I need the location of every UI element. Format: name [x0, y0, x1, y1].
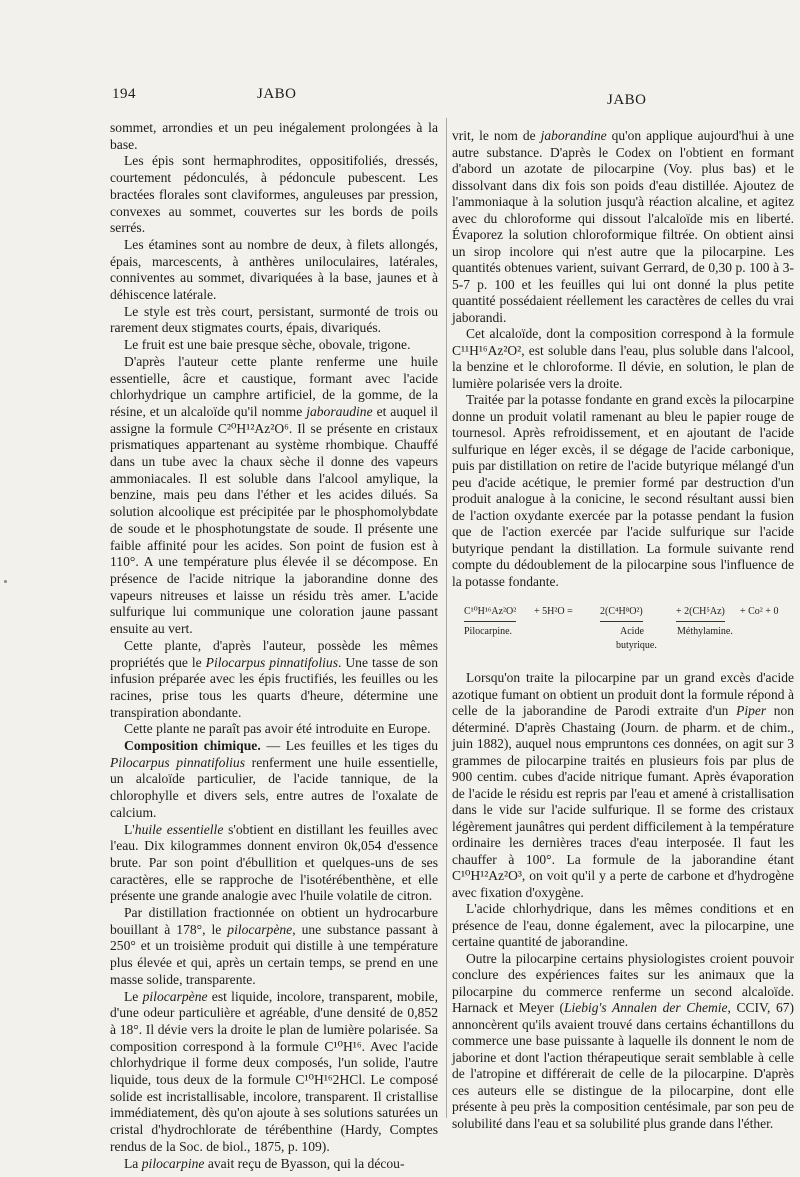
- paragraph: [452, 326, 794, 392]
- paragraph: [110, 153, 438, 237]
- paragraph-text: Cette plante ne paraît pas avoir été introduite en Europe.: [124, 721, 431, 737]
- paragraph: [110, 638, 438, 722]
- emphasis-text: pilocarpène: [227, 921, 293, 937]
- paragraph-text: D'après l'auteur cette plante renferme une huile essentielle, âcre et caustique, formant avec l'acide chlorhydrique un camphre artificiel, de la gomme, de la résine, et un alcaloïde qu'il nomme: [110, 353, 438, 419]
- paragraph: [110, 304, 438, 337]
- paragraph-text: — Les feuilles et les tiges du: [260, 738, 439, 754]
- emphasis-text: pilocarpine: [141, 1155, 205, 1171]
- paragraph-text: et auquel il assigne la formule C²⁰H¹²Az²O⁶. Il se présente en cristaux prismatiques appartenant au système rhombique. Chauffé dans un tube avec la chaux sèche il donne des vapeurs ammoniacales. Il est soluble dans l'alcool amylique, la benzine, mais peu dans l'éther et les acides dilués. Sa solution alcoolique est précipitée par le phosphomolybdate de soude et le phosphotungstate de soude. Il présente une faible affinité pour les acides. Son point de fusion est à 110°. A une température plus élevée il se décompose. En présence de l'acide nitrique la jaborandine donne des vapeurs nitreuses et laisse un résidu très amer. L'acide sulfurique lui communique une coloration jaune passant ensuite au vert.: [110, 403, 438, 637]
- formula-label-acid: Acide: [620, 626, 644, 637]
- formula-reactant: C¹⁰H¹⁶Az²O²: [464, 604, 516, 622]
- right-column-bottom: [452, 670, 794, 1132]
- paragraph: [110, 738, 438, 822]
- formula-label-methylamine: Méthylamine.: [677, 626, 733, 637]
- paragraph: [110, 337, 438, 354]
- paragraph-text: Les épis sont hermaphrodites, oppositifoliés, dressés, courtement pédonculés, à pédoncule pubescent. Les bractées florales sont claviformes, anguleuses par pression, convexes au sommet, couvertes sur les bords de poils serrés.: [110, 153, 438, 236]
- paragraph-text: La: [124, 1155, 142, 1171]
- formula-operator-1: + 5H²O =: [534, 606, 573, 617]
- paragraph-text: Le fruit est une baie presque sèche, obovale, trigone.: [124, 337, 411, 353]
- paragraph-text: sommet, arrondies et un peu inégalement prolongées à la base.: [110, 120, 438, 152]
- paragraph-text: Traitée par la potasse fondante en grand excès la pilocarpine donne un produit volatil ramenant au bleu le papier rouge de tournesol. Après refroidissement, et en ajoutant de l'acide sulfurique en léger excès, il se dégage de l'acide carbonique, puis par distillation on retire de l'acide butyrique mélangé d'un peu d'acide acétique, le premier formé par destruction d'un produit analogue à la conicine, le second résultant aussi bien de l'action oxydante exercée par la potasse pendant la fusion que de l'action exercée par l'acide sulfurique sur l'acide butyrique pendant la distillation. La formule suivante rend compte du dédoublement de la pilocarpine sous l'influence de la potasse fondante.: [452, 392, 794, 589]
- paragraph: [452, 128, 794, 326]
- column-divider: [446, 118, 447, 1118]
- formula-product-2: + 2(CH⁵Az): [676, 604, 725, 622]
- paragraph: [110, 354, 438, 638]
- formula-label-reactant: Pilocarpine.: [464, 626, 513, 637]
- paragraph: [452, 951, 794, 1133]
- right-column: [452, 128, 794, 1132]
- paragraph-text: Par distillation fractionnée on obtient un hydrocarbure bouillant à 178°, le: [110, 905, 438, 937]
- paragraph-text: Le: [124, 988, 143, 1004]
- paragraph-text: Le style est très court, persistant, surmonté de trois ou rarement deux stigmates courts, épais, divariqués.: [110, 303, 438, 336]
- paragraph-text: Outre la pilocarpine certains physiologistes croient pouvoir conclure des expériences faites sur les animaux que la pilocarpine du commerce renferme un second alcaloïde. Harnack et Meyer (: [452, 950, 794, 1015]
- emphasis-text: Piper: [736, 703, 767, 718]
- paragraph: [452, 392, 794, 590]
- paragraph: [110, 721, 438, 738]
- paragraph-text: L': [124, 821, 135, 837]
- paragraph-text: avait reçu de Byasson, qui la décou-: [204, 1155, 405, 1171]
- formula-product-1: 2(C⁴H⁸O²): [600, 604, 643, 622]
- paragraph-text: Cet alcaloïde, dont la composition correspond à la formule C¹¹H¹⁶Az²O², est soluble dans l'eau, plus soluble dans l'alcool, la benzine et le chloroforme. Il dévie, en solution, le plan de lumière polarisée vers la droite.: [452, 326, 794, 391]
- scan-artifact: [4, 580, 7, 583]
- page-number: 194: [112, 86, 136, 102]
- paragraph: [110, 1156, 438, 1173]
- paragraph-text: , CCIV, 67) annoncèrent qu'ils avaient trouvé dans certains échantillons du commerce une base puissante à laquelle ils donnent le nom de jaborine et dont l'action thérapeutique serait semblable à celle de l'atropine et différerait de celle de la pilocarpine. D'après ces auteurs elle se distingue de la pilocarpine, dont elle présente à peu près la composition centésimale, par son peu de solubilité dans l'eau et sa solubilité plus grande dans l'éther.: [452, 1000, 795, 1131]
- left-column: [110, 120, 438, 1172]
- paragraph: [452, 670, 794, 901]
- emphasis-text: jaboraudine: [306, 403, 373, 419]
- paragraph-text: renferment une huile essentielle, un alcaloïde particulier, de l'acide tannique, de la chlorophylle et divers sels, entre autres de l'oxalate de calcium.: [110, 754, 439, 820]
- paragraph-text: non déterminé. D'après Chastaing (Journ. de pharm. et de chim., juin 1882), auquel nous empruntons ces données, on agit sur 3 grammes de pilocarpine traités en plusieurs fois par plus de 900 centim. cubes d'acide nitrique fumant. Après évaporation de l'acide le résidu est repris par l'eau et amené à cristallisation dans le vide sur l'acide sulfurique. Il se forme des cristaux légèrement jaunâtres qui perdent difficilement à la température ordinaire les dernières traces d'eau interposée. Il faut les chauffer à 100°. La formule de la jaborandine étant C¹⁰H¹²Az²O³, on voit qu'il y a perte de carbone et d'hydrogène avec fixation d'oxygène.: [452, 703, 794, 900]
- running-title-right: JABO: [607, 92, 647, 108]
- paragraph-text: , une substance passant à 250° et un troisième produit qui distille à une température plus élevée et qui, après un certain temps, se prend en une masse solide, transparente.: [110, 921, 438, 987]
- emphasis-text: Liebig's Annalen der Chemie: [564, 1000, 728, 1015]
- section-heading: Composition chimique.: [124, 738, 261, 754]
- right-column-top: [452, 128, 794, 590]
- paragraph: [110, 237, 438, 304]
- paragraph: [452, 901, 794, 951]
- paragraph: [110, 989, 438, 1156]
- paragraph-text: Lorsqu'on traite la pilocarpine par un grand excès d'acide azotique fumant on obtient un produit dont la formule répond à celle de la jaborandine de Parodi extraite d'un: [452, 670, 794, 718]
- paragraph-text: est liquide, incolore, transparent, mobile, d'une odeur particulière et agréable, d'une densité de 0,852 à 18°. Il dévie vers la droite le plan de lumière polarisée. Sa composition correspond à la formule C¹⁰H¹⁶. Avec l'acide chlorhydrique il forme deux composés, l'un solide, l'autre liquide, tous deux de la formule C¹⁰H¹⁶2HCl. Le composé solide est incristallisable, incolore, transparent. Il cristallise immédiatement, dès qu'on ajoute à ses solutions saturées un cristal d'hydrochlorate de térébenthine (Hardy, Comptes rendus de la Soc. de biol., 1875, p. 109).: [110, 988, 438, 1154]
- paragraph: [110, 120, 438, 153]
- paragraph: [110, 905, 438, 989]
- emphasis-text: huile essentielle: [134, 821, 224, 837]
- paragraph-text: vrit, le nom de: [452, 128, 541, 143]
- formula-label-acid-2: butyrique.: [616, 640, 657, 651]
- paragraph: [110, 822, 438, 906]
- paragraph-text: L'acide chlorhydrique, dans les mêmes conditions et en présence de l'eau, donne également, avec la pilocarpine, une certaine quantité de jaborandine.: [452, 901, 794, 949]
- running-title-left: JABO: [257, 86, 297, 102]
- emphasis-text: Pilocarpus pinnatifolius: [205, 654, 338, 670]
- paragraph-text: Les étamines sont au nombre de deux, à filets allongés, épais, marcescents, à anthères uniloculaires, latérales, conniventes au sommet, divariquées à la base, jaunes et à déhiscence latérale.: [110, 236, 438, 303]
- paragraph-text: s'obtient en distillant les feuilles avec l'eau. Dix kilogrammes donnent environ 0k,054 d'essence brute. Par son point d'ébullition et quelques-uns de ses caractères, elle se rapproche de l'isotérébenthène, et elle présente une grande analogie avec l'huile volatile de citron.: [110, 821, 438, 904]
- reaction-formula: [452, 602, 794, 660]
- emphasis-text: Pilocarpus pinnatifolius: [110, 754, 246, 770]
- paragraph-text: . Une tasse de son infusion préparée avec les épis fructifiés, les feuilles ou les racines, prise tous les quarts d'heure, détermine une transpiration abondante.: [110, 654, 438, 720]
- paragraph-text: qu'on applique aujourd'hui à une autre substance. D'après le Codex on l'obtient en formant d'abord un azotate de pilocarpine (Voy. plus bas) et le dissolvant dans dix fois son poids d'eau distillée. Ajoutez de l'ammoniaque à la solution jusqu'à réaction alcaline, et agitez avec du chloroforme qui dissout l'alcaloïde mis en liberté. Évaporez la solution chloroformique filtrée. On obtient ainsi un sirop incolore qui n'est autre que la pilocarpine. Les quantités obtenues varient, suivant Gerrard, de 0,30 p. 100 à 3-5-7 p. 100 et les feuilles qui lui ont donné la plus petite quantité possédaient réellement les caractères de celles du vrai jaborandi.: [452, 128, 794, 325]
- emphasis-text: jaborandine: [540, 128, 607, 143]
- paragraph-text: Cette plante, d'après l'auteur, possède les mêmes propriétés que le: [110, 637, 438, 670]
- formula-product-3: + Co² + 0: [740, 606, 779, 617]
- emphasis-text: pilocarpène: [142, 988, 208, 1004]
